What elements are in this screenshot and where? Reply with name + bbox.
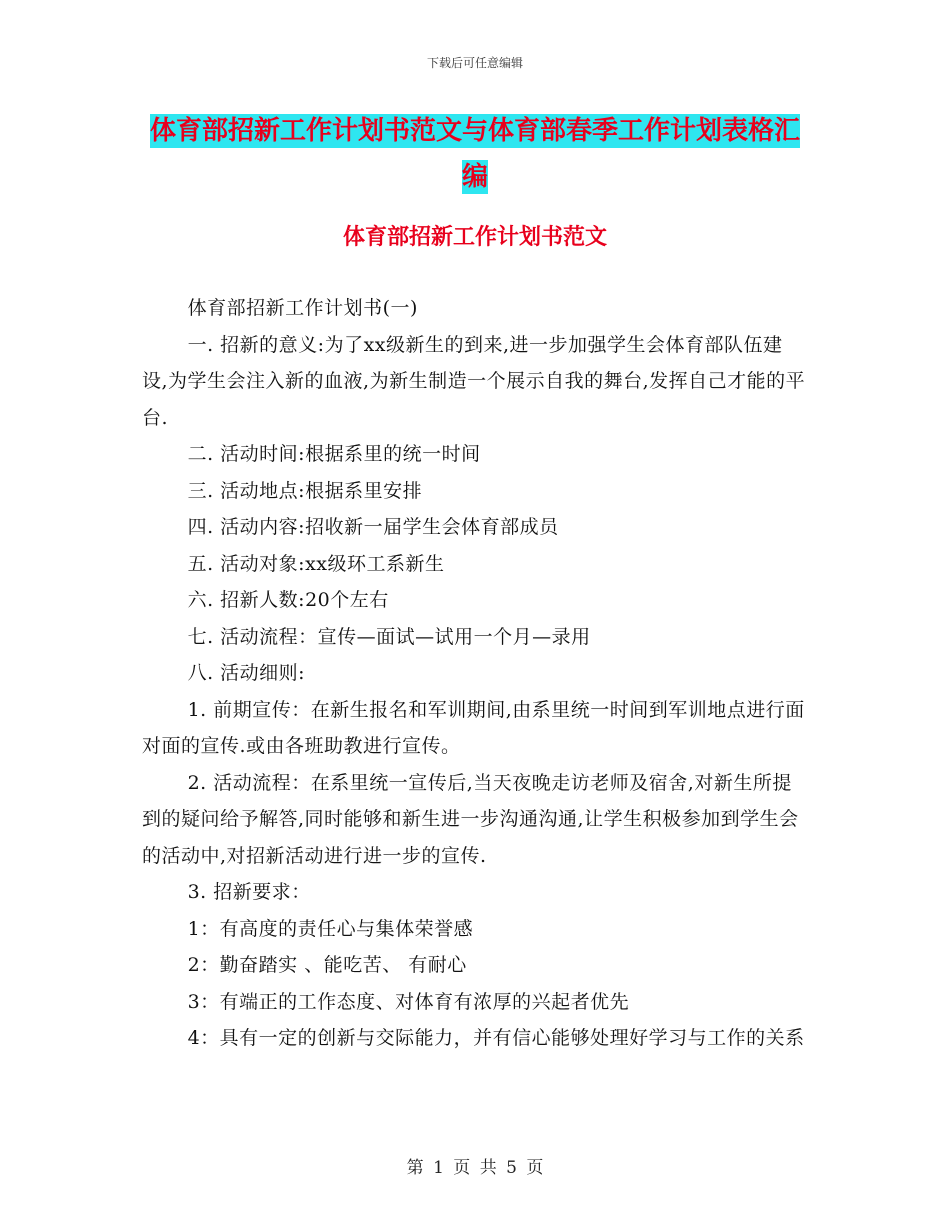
- header-note: 下载后可任意编辑: [426, 56, 523, 70]
- page-footer: 第 1 页 共 5 页: [406, 1158, 544, 1178]
- paragraph: 体育部招新工作计划书(一): [187, 297, 418, 319]
- paragraph: 三. 活动地点:根据系里安排: [187, 479, 423, 502]
- main-title-text: 体育部招新工作计划书范文与体育部春季工作计划表格汇编: [149, 116, 800, 192]
- paragraph: 3. 招新要求：: [187, 881, 311, 903]
- paragraph: 1. 前期宣传：在新生报名和军训期间,由系里统一时间到军训地点进行面对面的宣传.或由各班助教进行宣传。: [142, 698, 805, 757]
- paragraph: 二. 活动时间:根据系里的统一时间: [187, 443, 481, 465]
- section-title: 体育部招新工作计划书范文: [342, 224, 607, 250]
- paragraph: 3：有端正的工作态度、对体育有浓厚的兴起者优先: [187, 990, 630, 1013]
- paragraph: 2. 活动流程：在系里统一宣传后,当天夜晚走访老师及宿舍,对新生所提到的疑问给予解答,同时能够和新生进一步沟通沟通,让学生积极参加到学生会的活动中,对招新活动进行进一步的宣传.: [142, 771, 799, 867]
- paragraph: 五. 活动对象:xx级环工系新生: [187, 552, 445, 575]
- paragraph: 2：勤奋踏实 、能吃苦、 有耐心: [187, 954, 467, 976]
- paragraph: 七. 活动流程：宣传—面试—试用一个月—录用: [187, 625, 591, 648]
- paragraph: 4：具有一定的创新与交际能力，并有信心能够处理好学习与工作的关系: [187, 1027, 805, 1049]
- main-title: [140, 108, 810, 200]
- paragraph: 六. 招新人数:20个左右: [187, 589, 389, 611]
- paragraph: 一. 招新的意义:为了xx级新生的到来,进一步加强学生会体育部队伍建设,为学生会注入新的血液,为新生制造一个展示自我的舞台,发挥自己才能的平台.: [142, 333, 806, 429]
- document-body: [142, 290, 807, 1057]
- paragraph: 1：有高度的责任心与集体荣誉感: [187, 917, 474, 940]
- paragraph: 四. 活动内容:招收新一届学生会体育部成员: [187, 516, 559, 538]
- paragraph: 八. 活动细则:: [187, 662, 306, 684]
